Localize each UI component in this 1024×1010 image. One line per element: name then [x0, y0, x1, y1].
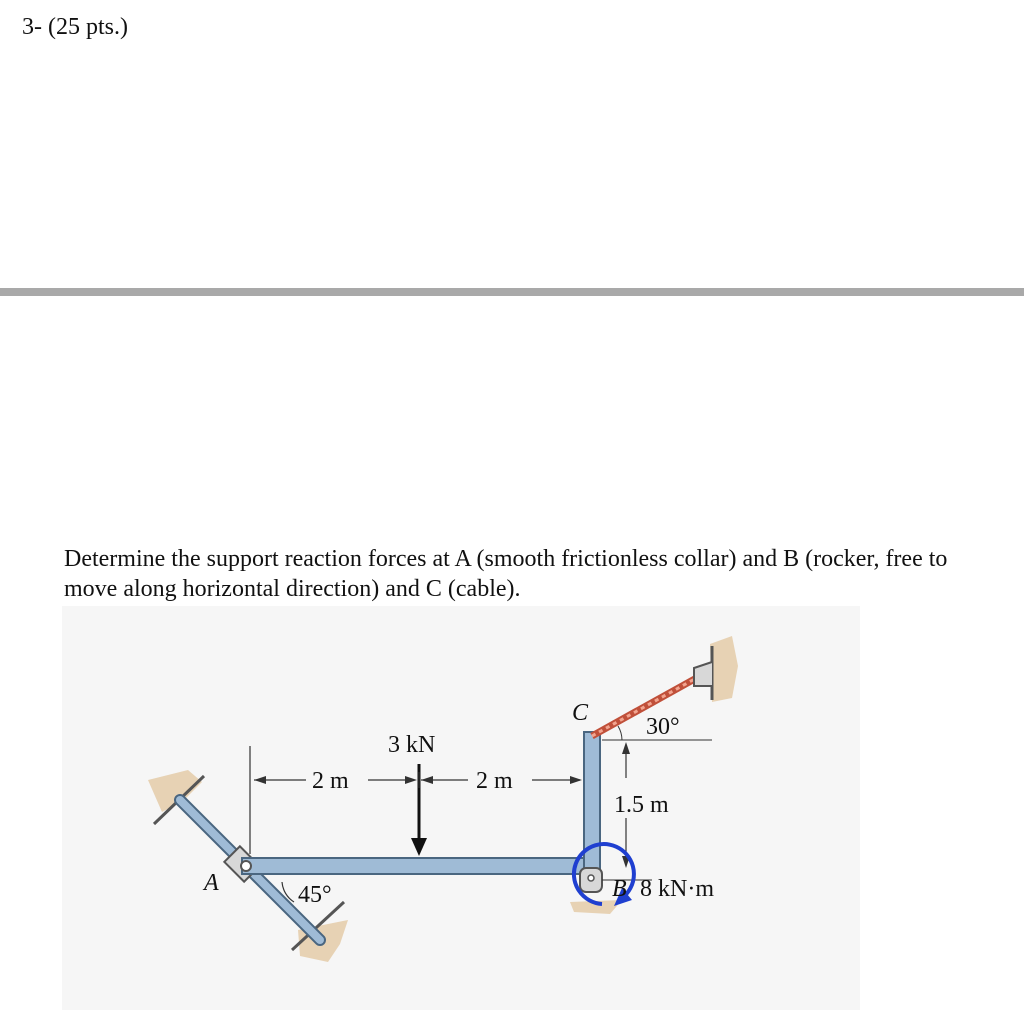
- horizontal-beam: [242, 858, 592, 874]
- vertical-post: [584, 732, 600, 876]
- label-b: B: [612, 876, 627, 902]
- load-label: 3 kN: [388, 732, 436, 758]
- height-label: 1.5 m: [614, 792, 669, 818]
- label-c: C: [572, 700, 589, 726]
- question-number: 3- (25 pts.): [22, 14, 128, 40]
- ground-upper-right: [710, 636, 738, 702]
- problem-statement: Determine the support reaction forces at A (smooth frictionless collar) and B (rocker, free to move along horizontal direction) and C (cable).: [64, 546, 948, 602]
- dim-left-label: 2 m: [312, 768, 349, 794]
- figure-drawing: [62, 606, 860, 1010]
- dim-right-label: 2 m: [476, 768, 513, 794]
- moment-label: 8 kN·m: [640, 876, 714, 902]
- label-a: A: [204, 870, 219, 896]
- statics-figure: [62, 606, 860, 1010]
- angle-c-label: 30°: [646, 714, 680, 740]
- section-divider: [0, 288, 1024, 296]
- angle-a-label: 45°: [298, 882, 332, 908]
